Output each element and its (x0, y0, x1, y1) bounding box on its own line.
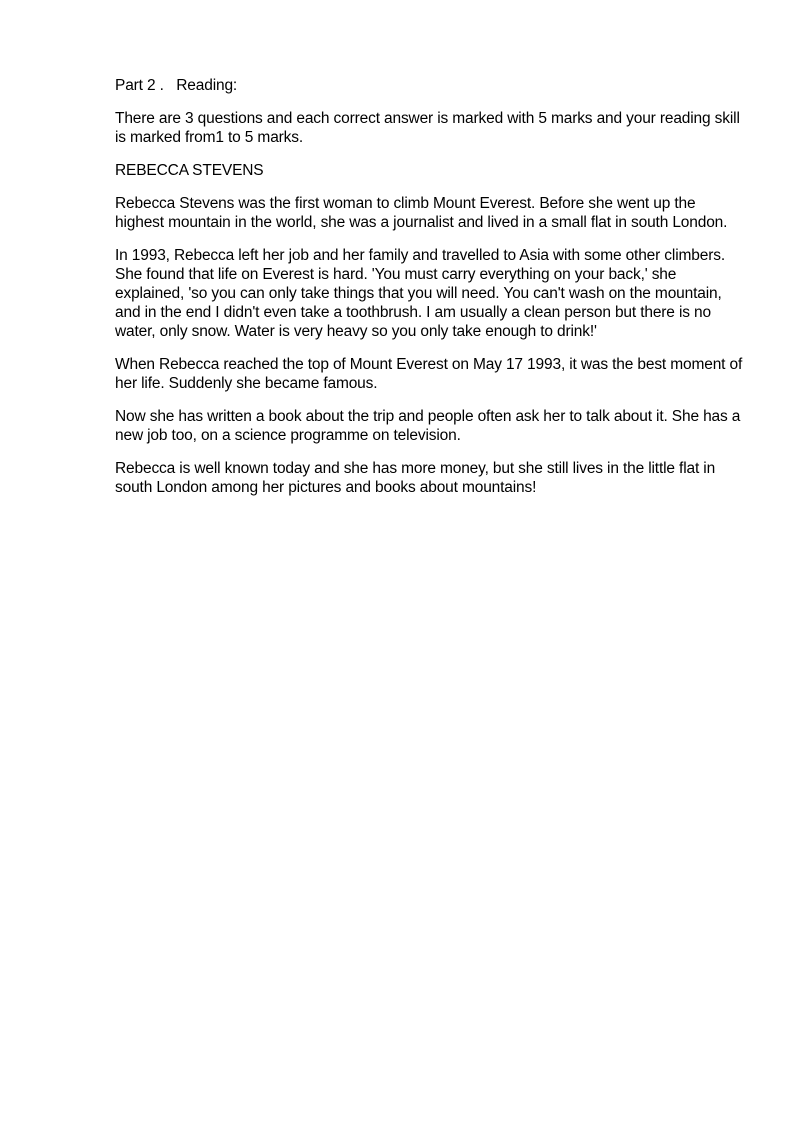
document-body (115, 76, 745, 511)
part-heading: Part 2 . Reading: (115, 77, 238, 94)
article-paragraph: Now she has written a book about the trip and people often ask her to talk about it. She has a new job too, on a science programme on television. (115, 408, 741, 444)
article-paragraph: Rebecca Stevens was the first woman to climb Mount Everest. Before she went up the highest mountain in the world, she was a journalist and lived in a small flat in south London. (115, 195, 728, 231)
instructions-text: There are 3 questions and each correct answer is marked with 5 marks and your reading skill is marked from1 to 5 marks. (115, 110, 740, 146)
article-paragraph: When Rebecca reached the top of Mount Everest on May 17 1993, it was the best moment of her life. Suddenly she became famous. (115, 356, 743, 392)
article-paragraph: In 1993, Rebecca left her job and her family and travelled to Asia with some other climbers. She found that life on Everest is hard. 'You must carry everything on your back,' she explained, 'so you can only take things that you will need. You can't wash on the mountain, and in the end I didn't even take a toothbrush. I am usually a clean person but there is no water, only snow. Water is very heavy so you only take enough to drink!' (115, 247, 725, 340)
article-paragraph: Rebecca is well known today and she has more money, but she still lives in the little flat in south London among her pictures and books about mountains! (115, 460, 716, 496)
article-title: REBECCA STEVENS (115, 162, 264, 179)
